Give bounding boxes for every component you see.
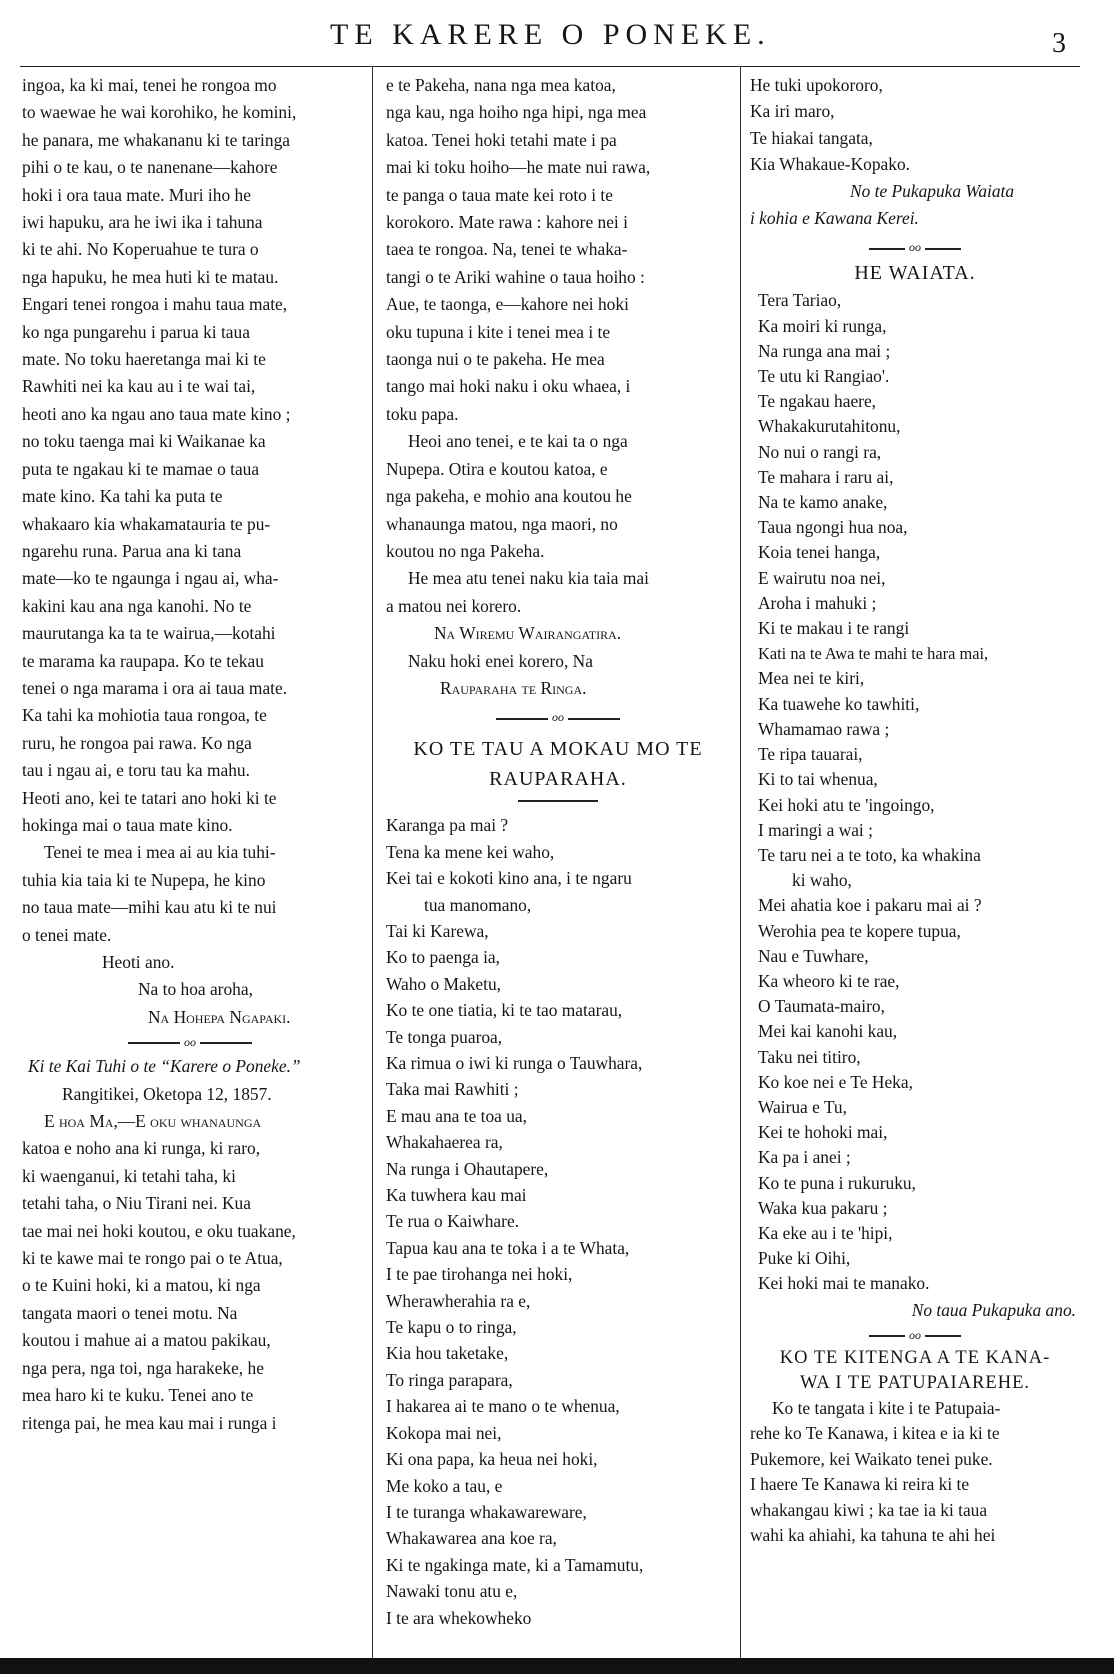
verse-line: Ko te puna i rukuruku,: [758, 1172, 916, 1193]
verse-line: Tena ka mene kei waho,: [386, 841, 555, 862]
verse-line: Ka wheoro ki te rae,: [758, 970, 900, 991]
text-line: katoa e noho ana ki runga, ki raro,: [22, 1138, 261, 1159]
text-line: ingoa, ka ki mai, tenei he rongoa mo: [22, 75, 277, 95]
closing-line: Na to hoa aroha,: [138, 979, 253, 1000]
dateline: Rangitikei, Oketopa 12, 1857.: [62, 1083, 272, 1104]
column-3: [750, 72, 1080, 1549]
separator: [386, 706, 730, 728]
separator-mark: oo: [909, 240, 921, 255]
song2-title: HE WAIATA.: [854, 262, 976, 285]
letter2-paragraph-3: [386, 565, 730, 620]
song-title: KO TE TAU A MOKAU MO TE: [413, 738, 703, 761]
verse-line: Waka kua pakaru ;: [758, 1197, 888, 1218]
separator: [22, 1031, 358, 1053]
column-rule-2: [740, 66, 741, 1658]
text-line: katoa. Tenei hoki tetahi mate i pa: [386, 129, 617, 150]
separator: [750, 1324, 1080, 1346]
text-line: te marama ka raupapa. Ko te tekau: [22, 650, 264, 671]
verse-line: Whakawarea ana koe ra,: [386, 1528, 557, 1549]
letter2-paragraph-2: [386, 428, 730, 565]
text-line: ki waenganui, ki tetahi taha, ki: [22, 1165, 236, 1186]
verse-line: Taua ngongi hua noa,: [758, 517, 908, 538]
page-bottom-edge: [0, 1658, 1114, 1674]
text-line: ko nga pungarehu i parua ki taua: [22, 321, 250, 342]
verse-line: Kei hoki atu te 'ingoingo,: [758, 794, 935, 815]
article-title: KO TE KITENGA A TE KANA-: [779, 1347, 1051, 1368]
verse-line: Kati na te Awa te mahi te hara mai,: [758, 644, 989, 664]
text-line: nga pera, nga toi, nga harakeke, he: [22, 1357, 264, 1378]
text-line: Pukemore, kei Waikato tenei puke.: [750, 1448, 993, 1469]
verse-line: Te ngakau haere,: [758, 391, 877, 412]
verse-line: Na runga i Ohautapere,: [386, 1158, 549, 1179]
verse-line: I maringi a wai ;: [758, 819, 873, 840]
verse-line: Wairua e Tu,: [758, 1096, 847, 1117]
column-rule-1: [372, 66, 373, 1658]
verse-line: Te taru nei a te toto, ka whakina: [758, 844, 981, 865]
separator: [750, 236, 1080, 258]
text-line: ki te kawe mai te rongo pai o te Atua,: [22, 1248, 283, 1269]
verse-line: Te mahara i raru ai,: [758, 466, 894, 487]
verse-line: Kei tai e kokoti kino ana, i te ngaru: [386, 868, 632, 889]
separator-mark: oo: [909, 1327, 921, 1342]
verse-line: Te kapu o to ringa,: [386, 1317, 517, 1338]
verse-line: Ka pa i anei ;: [758, 1147, 851, 1168]
verse-line: Ka eke au i te 'hipi,: [758, 1222, 893, 1243]
verse-line: Taku nei titiro,: [758, 1046, 861, 1067]
text-line: mai ki toku hoiho—he mate nui rawa,: [386, 157, 651, 178]
verse-line: Ka tuawehe ko tawhiti,: [758, 693, 920, 714]
text-line: e te Pakeha, nana nga mea katoa,: [386, 75, 616, 95]
text-line: to waewae he wai korohiko, he komini,: [22, 102, 297, 123]
text-line: taea te rongoa. Na, tenei te whaka-: [386, 239, 628, 260]
text-line: Engari tenei rongoa i mahu taua mate,: [22, 294, 288, 315]
source-note: No te Pukapuka Waiata: [850, 180, 1015, 201]
text-line: heoti ano ka ngau ano taua mate kino ;: [22, 403, 291, 424]
verse-line: Te hiakai tangata,: [750, 127, 873, 148]
verse-line: Waho o Maketu,: [386, 973, 501, 994]
letter1-body: [22, 72, 358, 839]
song2-verse: [750, 288, 1080, 1296]
text-line: oku tupuna i kite i tenei mea i te: [386, 321, 611, 342]
verse-line: Whakakurutahitonu,: [758, 416, 901, 437]
text-line: no taua mate—mihi kau atu ki te nui: [22, 897, 277, 918]
text-line: toku papa.: [386, 403, 459, 424]
text-line: pihi o te kau, o te nanenane—kahore: [22, 157, 278, 178]
text-line: I haere Te Kanawa ki reira ki te: [750, 1474, 970, 1495]
verse-line: ki waho,: [792, 870, 852, 891]
text-line: Tenei te mea i mea ai au kia tuhi-: [44, 842, 276, 863]
text-line: taonga nui o te pakeha. He mea: [386, 349, 605, 370]
text-line: he panara, me whakananu ki te taringa: [22, 129, 290, 150]
masthead: [0, 18, 1114, 59]
verse-line: O Taumata-mairo,: [758, 996, 885, 1017]
verse-line: I hakarea ai te mano o te whenua,: [386, 1396, 620, 1417]
verse-line: E wairutu noa nei,: [758, 567, 886, 588]
text-line: mate kino. Ka tahi ka puta te: [22, 486, 223, 507]
verse-line: No nui o rangi ra,: [758, 441, 882, 462]
verse-line: Te ripa tauarai,: [758, 744, 863, 765]
text-line: nga hapuku, he mea huti ki te matau.: [22, 266, 279, 287]
signature: Rauparaha te Ringa.: [440, 677, 587, 698]
verse-line: Kia Whakaue-Kopako.: [750, 154, 910, 175]
text-line: Rawhiti nei ka kau au i te wai tai,: [22, 376, 256, 397]
text-line: ritenga pai, he mea kau mai i runga i: [22, 1412, 277, 1433]
article-title: WA I TE PATUPAIAREHE.: [799, 1372, 1030, 1393]
text-line: korokoro. Mate rawa : kahore nei i: [386, 212, 628, 233]
text-line: koutou i mahue ai a matou pakikau,: [22, 1330, 271, 1351]
verse-line: To ringa parapara,: [386, 1369, 513, 1390]
verse-line: Ka tuwhera kau mai: [386, 1185, 527, 1206]
text-line: o tenei mate.: [22, 924, 112, 945]
verse-line: Koia tenei hanga,: [758, 542, 881, 563]
text-line: tango mai hoki naku i oku whaea, i: [386, 376, 631, 397]
signature: Naku hoki enei korero, Na: [408, 650, 593, 671]
page-number: 3: [1052, 28, 1066, 59]
header-rule: [20, 66, 1080, 67]
text-line: tae mai nei hoki koutou, e oku tuakane,: [22, 1220, 296, 1241]
verse-line: Na runga ana mai ;: [758, 340, 891, 361]
text-line: ruru, he rongoa pai rawa. Ko nga: [22, 732, 252, 753]
text-line: te panga o taua mate kei roto i te: [386, 184, 613, 205]
signature: Na Hohepa Ngapaki.: [148, 1006, 291, 1027]
text-line: nga pakeha, e mohio ana koutou he: [386, 486, 632, 507]
text-line: o te Kuini hoki, ki a matou, ki nga: [22, 1275, 261, 1296]
verse-line: Taka mai Rawhiti ;: [386, 1079, 519, 1100]
letter1-paragraph-2: [22, 839, 358, 949]
text-line: whakangau kiwi ; ka tae ia ki taua: [750, 1499, 988, 1520]
text-line: no toku taenga mai ki Waikanae ka: [22, 431, 266, 452]
text-line: E hoa Ma,—E oku whanaunga: [44, 1111, 262, 1132]
text-line: a matou nei korero.: [386, 595, 522, 616]
verse-line: Te rua o Kaiwhare.: [386, 1211, 520, 1232]
text-line: mea haro ki te kuku. Tenei ano te: [22, 1385, 254, 1406]
text-line: tau i ngau ai, e toru tau ka mahu.: [22, 760, 250, 781]
text-line: Heoti ano, kei te tatari ano hoki ki te: [22, 787, 277, 808]
text-line: tuhia kia taia ki te Nupepa, he kino: [22, 869, 266, 890]
address-heading: Ki te Kai Tuhi o te “Karere o Poneke.”: [28, 1056, 301, 1077]
text-line: hoki i ora taua mate. Muri iho he: [22, 184, 251, 205]
text-line: tenei o nga marama i ora ai taua mate.: [22, 677, 288, 698]
text-line: mate. No toku haeretanga mai ki te: [22, 349, 266, 370]
text-line: He mea atu tenei naku kia taia mai: [408, 568, 649, 589]
text-line: hokinga mai o taua mate kino.: [22, 814, 233, 835]
verse-line: Ki te ngakinga mate, ki a Tamamutu,: [386, 1554, 644, 1575]
text-line: Heoi ano tenei, e te kai ta o nga: [408, 431, 628, 452]
article-body: [750, 1396, 1080, 1549]
verse-line: Mei kai kanohi kau,: [758, 1021, 898, 1042]
separator-mark: oo: [184, 1035, 196, 1050]
signature: Na Wiremu Wairangatira.: [434, 623, 622, 644]
verse-line: Ko to paenga ia,: [386, 947, 500, 968]
source-note: No taua Pukapuka ano.: [911, 1299, 1076, 1320]
verse-line: Kokopa mai nei,: [386, 1422, 502, 1443]
column-2: [386, 72, 730, 1631]
separator-mark: oo: [552, 710, 564, 725]
verse-line: Whakahaerea ra,: [386, 1132, 503, 1153]
source-note: i kohia e Kawana Kerei.: [750, 208, 919, 229]
verse-line: Tapua kau ana te toka i a te Whata,: [386, 1237, 630, 1258]
text-line: iwi hapuku, ara he iwi ika i tahuna: [22, 212, 263, 233]
text-line: whakaaro kia whakamatauria te pu-: [22, 513, 271, 534]
text-line: mate—ko te ngaunga i ngau ai, wha-: [22, 568, 279, 589]
text-line: Aue, te taonga, e—kahore nei hoki: [386, 294, 629, 315]
verse-line: Ki ona papa, ka heua nei hoki,: [386, 1449, 598, 1470]
verse-line: Mei ahatia koe i pakaru mai ai ?: [758, 895, 982, 916]
text-line: tangi o te Ariki wahine o taua hoiho :: [386, 266, 645, 287]
text-line: Ka tahi ka mohiotia taua rongoa, te: [22, 705, 267, 726]
verse-line: Te utu ki Rangiao'.: [758, 366, 890, 387]
text-line: ngarehu runa. Parua ana ki tana: [22, 540, 242, 561]
text-line: maurutanga ka ta te wairua,—kotahi: [22, 623, 276, 644]
verse-line: I te pae tirohanga nei hoki,: [386, 1264, 573, 1285]
verse-line: Ka rimua o iwi ki runga o Tauwhara,: [386, 1053, 643, 1073]
verse-line: Whamamao rawa ;: [758, 718, 890, 739]
verse-line: Kei hoki mai te manako.: [758, 1273, 930, 1294]
song-title: RAUPARAHA.: [489, 768, 627, 791]
verse-line: Ki te makau i te rangi: [758, 618, 910, 639]
verse-line: Ka iri maro,: [750, 101, 835, 122]
letter2-body: [22, 1108, 358, 1437]
text-line: whanaunga matou, nga maori, no: [386, 513, 618, 534]
verse-line: Ka moiri ki runga,: [758, 315, 887, 336]
verse-line: Kia hou taketake,: [386, 1343, 509, 1364]
verse-ending: [750, 72, 1080, 178]
verse-line: Puke ki Oihi,: [758, 1248, 851, 1269]
newspaper-title: TE KARERE O PONEKE.: [330, 18, 771, 51]
text-line: puta te ngakau ki te mamae o taua: [22, 458, 260, 479]
text-line: tetahi taha, o Niu Tirani nei. Kua: [22, 1193, 251, 1214]
verse-line: Kei te hohoki mai,: [758, 1122, 888, 1143]
verse-line: Nau e Tuwhare,: [758, 945, 869, 966]
verse-line: Ko koe nei e Te Heka,: [758, 1071, 913, 1092]
verse-line: Me koko a tau, e: [386, 1475, 503, 1496]
verse-line: Karanga pa mai ?: [386, 815, 509, 836]
closing-line: Heoti ano.: [102, 952, 175, 972]
verse-line: Tera Tariao,: [758, 290, 842, 311]
text-line: Nupepa. Otira e koutou katoa, e: [386, 458, 608, 479]
verse-line: I te turanga whakawareware,: [386, 1501, 587, 1522]
verse-line: tua manomano,: [424, 894, 532, 915]
title-rule: [518, 800, 598, 802]
text-line: kakini kau ana nga kanohi. No te: [22, 595, 252, 616]
verse-line: Ki to tai whenua,: [758, 769, 878, 790]
column-1: [22, 72, 358, 1437]
text-line: wahi ka ahiahi, ka tahuna te ahi hei: [750, 1525, 996, 1546]
text-line: rehe ko Te Kanawa, i kitea e ia ki te: [750, 1423, 1000, 1444]
text-line: ki te ahi. No Koperuahue te tura o: [22, 239, 259, 260]
verse-line: I te ara whekowheko: [386, 1607, 532, 1628]
verse-line: Na te kamo anake,: [758, 492, 888, 513]
verse-line: He tuki upokororo,: [750, 75, 883, 95]
text-line: koutou no nga Pakeha.: [386, 540, 545, 561]
text-line: nga kau, nga hoiho nga hipi, nga mea: [386, 102, 647, 123]
verse-line: Tai ki Karewa,: [386, 920, 489, 941]
verse-line: E mau ana te toa ua,: [386, 1105, 527, 1126]
verse-line: Te tonga puaroa,: [386, 1026, 503, 1047]
letter2-continued: [386, 72, 730, 428]
text-line: Ko te tangata i kite i te Patupaia-: [772, 1397, 1001, 1418]
verse-line: Ko te one tiatia, ki te tao matarau,: [386, 1000, 623, 1021]
verse-line: Wherawherahia ra e,: [386, 1290, 531, 1311]
verse-line: Mea nei te kiri,: [758, 668, 865, 689]
verse-line: Werohia pea te kopere tupua,: [758, 920, 961, 941]
verse-line: Nawaki tonu atu e,: [386, 1581, 518, 1602]
verse-line: Aroha i mahuki ;: [758, 592, 877, 613]
song-verse: [386, 812, 730, 1631]
text-line: tangata maori o tenei motu. Na: [22, 1302, 238, 1323]
